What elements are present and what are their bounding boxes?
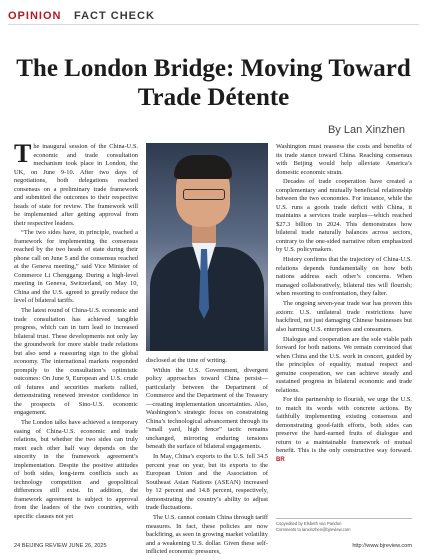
paragraph: The U.S. cannot contain China through tariff measures. In fact, these policies are now backfiring, as seen in growing market volatility and a weakening U.S. dollar. Given these self-inflicted economic pressures, bbox=[146, 514, 268, 556]
folio: 24 BEIJING REVIEW JUNE 26, 2025 bbox=[14, 543, 107, 549]
paragraph: In May, China’s exports to the U.S. fell 34.5 percent year on year, but its exports to the European Union and the Association of Southeast Asian Nations (ASEAN) increased by 12 percent and 14.8 percent, respectively, demonstrating the country’s ability to adjust trade fluctuations. bbox=[146, 453, 268, 512]
paragraph: The ongoing seven-year trade war has proven this axiom: U.S. unilateral trade restrictions have backfired, not just damaging Chinese businesses but also harming U.S. enterprises and consumers. bbox=[276, 300, 412, 333]
page-footer bbox=[14, 543, 412, 553]
byline: By Lan Xinzhen bbox=[327, 124, 405, 136]
subsection-label: FACT CHECK bbox=[74, 10, 155, 22]
paragraph: Decades of trade cooperation have created a complementary and mutually beneficial relationship between the two economies. For instance, while the U.S. runs a goods trade deficit with China, it maintains a services trade surplus—which reached $27.3 billion in 2024. This demonstrates how bilateral trade naturally balances across sectors, contrary to the one-sided narrative often emphasized by U.S. policymakers. bbox=[276, 178, 412, 254]
credit-box bbox=[276, 518, 412, 532]
paragraph: The latest round of China-U.S. economic and trade consultation has achieved tangible progress, which can in turn lead to increased bilateral trust. These developments not only lay the groundwork for more stable trade relations but also send a reassuring sign to the global economy. The international markets responded promptly to the consultation’s optimistic outcomes: On June 9, European and U.S. crude oil futures and securities markets rallied, demonstrating renewed investor confidence in the prospects of Sino-U.S. economic engagement. bbox=[14, 307, 138, 417]
paragraph: Dialogue and cooperation are the sole viable path forward for both nations. We remain convinced that when China and the U.S. work in concert, guided by the principles of equality, mutual respect and genuine cooperation, we can achieve steady and sustained progress in bilateral economic and trade relations. bbox=[276, 335, 412, 394]
drop-cap: T bbox=[14, 139, 32, 168]
photo-glasses bbox=[183, 189, 225, 200]
paragraph: Within the U.S. Government, divergent policy approaches toward China persist—particularly between the Department of Commerce and the Department of the Treasury—creating implementation uncertainties. Also, Washington’s strategic focus on constraining China’s technological advancement through its “small yard, high fence” tactic remains unchanged, mirroring enduring tensions beneath the surface of bilateral engagements. bbox=[146, 366, 268, 451]
comments-contact: Comments to lanxinzhen@bjreview.com bbox=[276, 526, 351, 532]
website-link[interactable]: http://www.bjreview.com bbox=[352, 543, 412, 549]
paragraph: “The two sides have, in principle, reached a framework for implementing the consensus reached by the two heads of state during their phone call on June 5 and the consensus reached at the Geneva meeting,” said Vice Minister of Commerce Li Chenggang. During a high-level meeting in Geneva, Switzerland, on May 10, China and the U.S. agreed to greatly reduce the level of bilateral tariffs. bbox=[14, 229, 138, 305]
column-1 bbox=[14, 139, 138, 523]
copyeditor-credit: Copyedited by Elsbeth van Paridon bbox=[276, 521, 342, 526]
end-mark: BR bbox=[276, 456, 285, 463]
paragraph: disclosed at the time of writing. bbox=[146, 357, 227, 364]
section-label: OPINION bbox=[8, 10, 62, 22]
column-2 bbox=[146, 357, 268, 558]
paragraph: The inaugural session of the China-U.S. economic and trade consultation mechanism took place in London, the UK, on June 9-10. After two days of negotiations, both delegations reached consensus on a preliminary trade framework and submitted the outcomes to their respective heads of state for review. The framework will be implemented after getting approval from their respective leaders. bbox=[14, 139, 138, 227]
paragraph: The London talks have achieved a temporary easing of China-U.S. economic and trade relations, but whether the two sides can truly meet each other half way depends on the sincerity in the framework agreement’s implementation. Despite the positive attitudes of both sides, long-term conflicts such as technology competition and geopolitical differences still exist. In addition, the framework agreement is subject to approval from the leaders of the two countries, with specific clauses not yet bbox=[14, 419, 138, 520]
paragraph: Washington must reassess the costs and benefits of its trade stance toward China. Reaching consensus with Beijing would help alleviate America’s domestic economic strain. bbox=[276, 143, 412, 176]
paragraph: For this partnership to flourish, we urge the U.S. to match its words with concrete actions. By faithfully implementing existing consensus and demonstrating good-faith efforts, both sides can preserve the hard-earned fruits of dialogue and return to a maintainable framework of mutual benefit. This is the only constructive way forward. BR bbox=[276, 396, 412, 463]
photo-hair bbox=[174, 155, 232, 179]
paragraph: History confirms that the trajectory of China-U.S. relations depends fundamentally on how both nations address each other’s concerns. When managed collaboratively, bilateral ties will flourish; when resorting to confrontation, they falter. bbox=[276, 256, 412, 298]
author-photo bbox=[146, 143, 268, 351]
article-title: The London Bridge: Moving Toward Trade Détente bbox=[16, 55, 411, 111]
section-header bbox=[8, 10, 419, 25]
column-3 bbox=[276, 143, 412, 466]
